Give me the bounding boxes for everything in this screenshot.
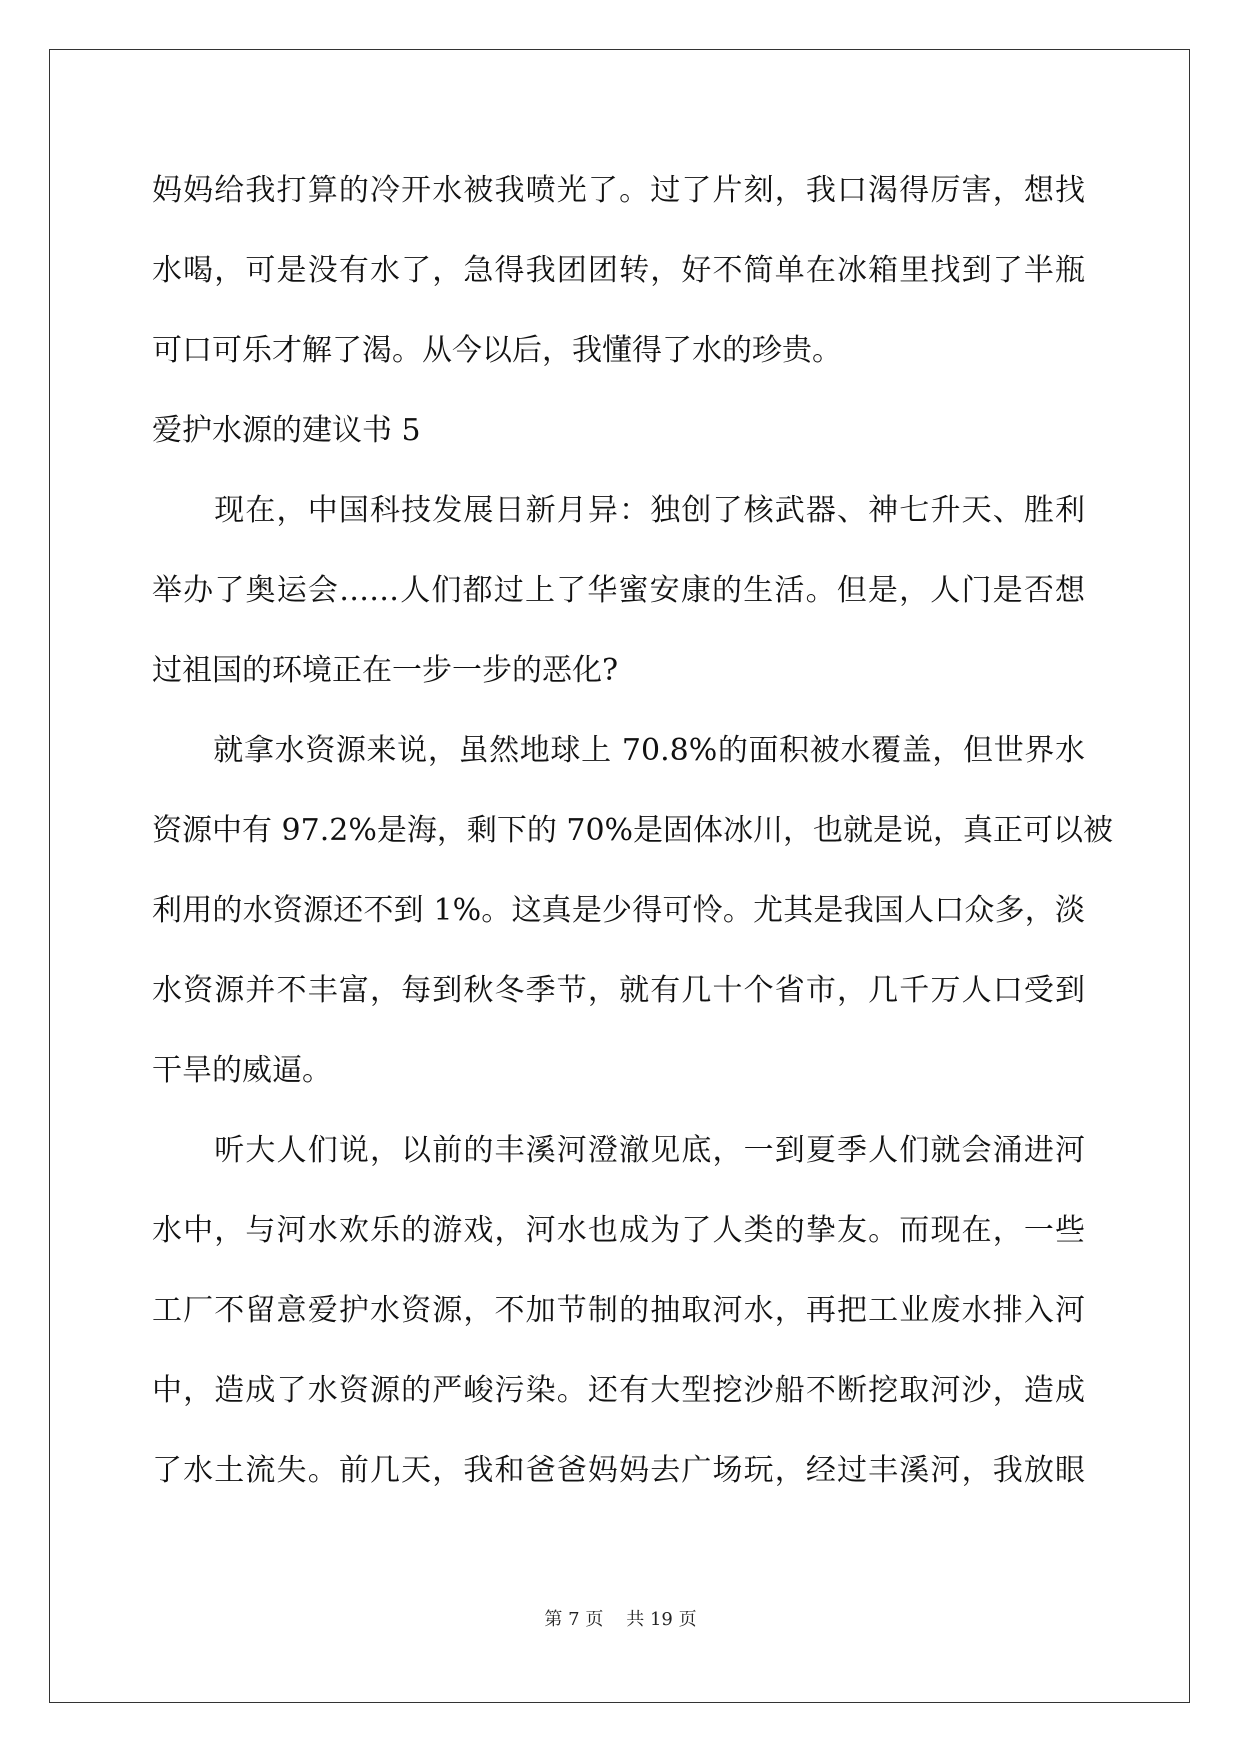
text-line: 可口可乐才解了渴。从今以后，我懂得了水的珍贵。	[152, 333, 842, 368]
text-line: 水资源并不丰富，每到秋冬季节，就有几十个省市，几千万人口受到	[152, 973, 1085, 1008]
text-line: 了水土流失。前几天，我和爸爸妈妈去广场玩，经过丰溪河，我放眼	[152, 1453, 1085, 1488]
page-total: 共 19 页	[626, 1609, 697, 1630]
text-line: 举办了奥运会……人们都过上了华蜜安康的生活。但是，人门是否想	[152, 573, 1085, 608]
text-line: 资源中有 97.2%是海，剩下的 70%是固体冰川，也就是说，真正可以被	[152, 813, 1114, 848]
text-line: 工厂不留意爱护水资源，不加节制的抽取河水，再把工业废水排入河	[152, 1293, 1085, 1328]
text-line: 现在，中国科技发展日新月异：独创了核武器、神七升天、胜利	[152, 493, 1085, 528]
text-line: 水中，与河水欢乐的游戏，河水也成为了人类的挚友。而现在，一些	[152, 1213, 1085, 1248]
page-number: 第 7 页	[544, 1609, 604, 1630]
text-line: 利用的水资源还不到 1%。这真是少得可怜。尤其是我国人口众多，淡	[152, 893, 1085, 928]
text-line: 水喝，可是没有水了，急得我团团转，好不简单在冰箱里找到了半瓶	[152, 253, 1085, 288]
text-line: 听大人们说，以前的丰溪河澄澈见底，一到夏季人们就会涌进河	[152, 1133, 1085, 1168]
text-line: 干旱的威逼。	[152, 1053, 332, 1088]
text-line: 妈妈给我打算的冷开水被我喷光了。过了片刻，我口渴得厉害，想找	[152, 173, 1085, 208]
page-footer	[0, 1608, 1241, 1632]
section-heading: 爱护水源的建议书 5	[152, 413, 421, 448]
text-line: 中，造成了水资源的严峻污染。还有大型挖沙船不断挖取河沙，造成	[152, 1373, 1085, 1408]
text-line: 过祖国的环境正在一步一步的恶化?	[152, 653, 619, 688]
text-line: 就拿水资源来说，虽然地球上 70.8%的面积被水覆盖，但世界水	[152, 733, 1085, 768]
